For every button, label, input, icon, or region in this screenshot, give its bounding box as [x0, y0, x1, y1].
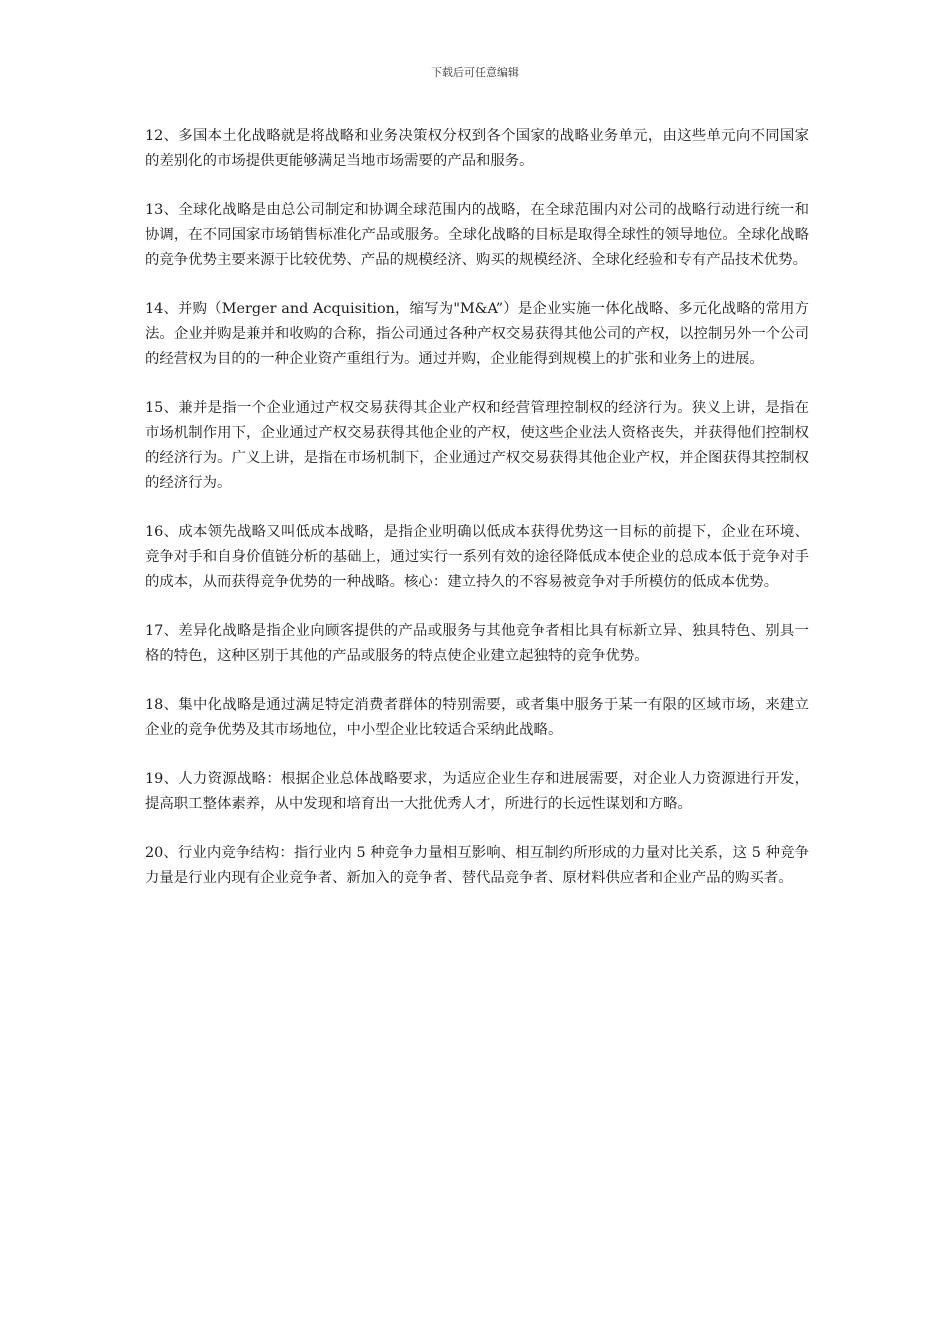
paragraph-12: 12、多国本土化战略就是将战略和业务决策权分权到各个国家的战略业务单元，由这些单元向不同国家的差别化的市场提供更能够满足当地市场需要的产品和服务。 — [145, 128, 809, 169]
paragraph-14: 14、并购（Merger and Acquisition，缩写为"M&A”）是企业实施一体化战略、多元化战略的常用方法。企业并购是兼并和收购的合称，指公司通过各种产权交易获得其他公司的产权，以控制另外一个公司的经营权为目的的一种企业资产重组行为。通过并购，企业能得到规模上的扩张和业务上的进展。 — [145, 301, 809, 367]
page-header: 下载后可任意编辑 — [431, 66, 519, 79]
paragraph-19: 19、人力资源战略：根据企业总体战略要求，为适应企业生存和进展需要，对企业人力资源进行开发，提高职工整体素养，从中发现和培育出一大批优秀人才，所进行的长远性谋划和方略。 — [145, 771, 809, 812]
paragraph-17: 17、差异化战略是指企业向顾客提供的产品或服务与其他竞争者相比具有标新立异、独具特色、别具一格的特色，这种区别于其他的产品或服务的特点使企业建立起独特的竞争优势。 — [145, 623, 809, 664]
paragraph-15: 15、兼并是指一个企业通过产权交易获得其企业产权和经营管理控制权的经济行为。狭义上讲，是指在市场机制作用下，企业通过产权交易获得其他企业的产权，使这些企业法人资格丧失，并获得他们控制权的经济行为。广义上讲，是指在市场机制下，企业通过产权交易获得其他企业产权，并企图获得其控制权的经济行为。 — [145, 400, 809, 491]
document-body — [145, 124, 809, 915]
paragraph-18: 18、集中化战略是通过满足特定消费者群体的特别需要，或者集中服务于某一有限的区域市场，来建立企业的竞争优势及其市场地位，中小型企业比较适合采纳此战略。 — [145, 697, 809, 738]
paragraph-16: 16、成本领先战略又叫低成本战略，是指企业明确以低成本获得优势这一目标的前提下，企业在环境、竞争对手和自身价值链分析的基础上，通过实行一系列有效的途径降低成本使企业的总成本低于竞争对手的成本，从而获得竞争优势的一种战略。核心：建立持久的不容易被竞争对手所模仿的低成本优势。 — [145, 524, 809, 590]
paragraph-20: 20、行业内竞争结构：指行业内 5 种竞争力量相互影响、相互制约所形成的力量对比关系，这 5 种竞争力量是行业内现有企业竞争者、新加入的竞争者、替代品竞争者、原材料供应者和企业产品的购买者。 — [145, 845, 809, 886]
paragraph-13: 13、全球化战略是由总公司制定和协调全球范围内的战略，在全球范围内对公司的战略行动进行统一和协调，在不同国家市场销售标准化产品或服务。全球化战略的目标是取得全球性的领导地位。全球化战略的竞争优势主要来源于比较优势、产品的规模经济、购买的规模经济、全球化经验和专有产品技术优势。 — [145, 202, 809, 268]
